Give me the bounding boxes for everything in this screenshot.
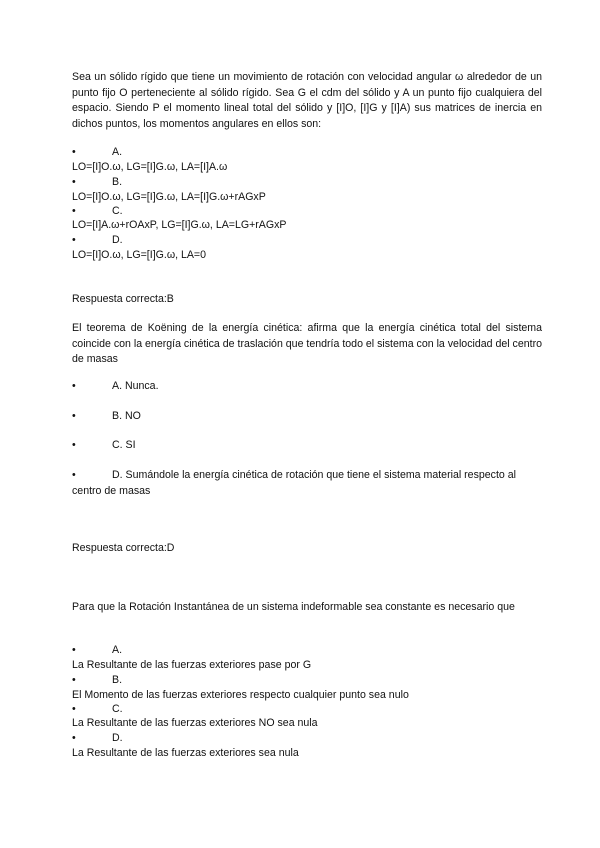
q3-option-b-marker: • B. <box>72 674 123 686</box>
q1-option-a-marker: • A. <box>72 146 123 158</box>
q2-option-c: • C. SI <box>72 439 136 451</box>
q1-option-d-marker: • D. <box>72 234 123 246</box>
q3-option-b-text: El Momento de las fuerzas exteriores respecto cualquier punto sea nulo <box>72 689 409 701</box>
q1-option-c-text: LO=[I]A.ω+rOAxP, LG=[I]G.ω, LA=LG+rAGxP <box>72 219 287 231</box>
q1-answer: Respuesta correcta:B <box>72 293 174 305</box>
q1-option-c-marker: • C. <box>72 205 123 217</box>
q2-option-b: • B. NO <box>72 410 141 422</box>
q1-option-d-text: LO=[I]O.ω, LG=[I]G.ω, LA=0 <box>72 249 207 261</box>
q3-option-a-marker: • A. <box>72 644 123 656</box>
q1-option-a-text: LO=[I]O.ω, LG=[I]G.ω, LA=[I]A.ω <box>72 161 228 173</box>
q3-option-c-text: La Resultante de las fuerzas exteriores NO sea nula <box>72 717 318 729</box>
q2-option-d: • D. Sumándole la energía cinética de rotación que tiene el sistema material respecto al centro de masas <box>72 469 516 497</box>
q3-question: Para que la Rotación Instantánea de un sistema indeformable sea constante es necesario que <box>72 601 515 613</box>
q1-question: Sea un sólido rígido que tiene un movimiento de rotación con velocidad angular ω alrededor de un punto fijo O perteneciente al sólido rígido. Sea G el cdm del sólido y A un punto fijo cualquiera del espacio. Siendo P el momento lineal total del sólido y [I]O, [I]G y [I]A) sus matrices de inercia en dichos puntos, los momentos angulares en ellos son: <box>72 71 542 130</box>
q3-option-d-text: La Resultante de las fuerzas exteriores sea nula <box>72 747 299 759</box>
q2-option-a: • A. Nunca. <box>72 380 159 392</box>
q3-option-d-marker: • D. <box>72 732 123 744</box>
q3-option-a-text: La Resultante de las fuerzas exteriores pase por G <box>72 659 312 671</box>
q1-option-b-text: LO=[I]O.ω, LG=[I]G.ω, LA=[I]G.ω+rAGxP <box>72 191 266 203</box>
q3-option-c-marker: • C. <box>72 703 123 715</box>
q2-question: El teorema de Koëning de la energía cinética: afirma que la energía cinética total del sistema coincide con la energía cinética de traslación que tendría todo el sistema con la velocidad del centro de masas <box>72 322 542 365</box>
q2-answer: Respuesta correcta:D <box>72 542 175 554</box>
q1-option-b-marker: • B. <box>72 176 123 188</box>
